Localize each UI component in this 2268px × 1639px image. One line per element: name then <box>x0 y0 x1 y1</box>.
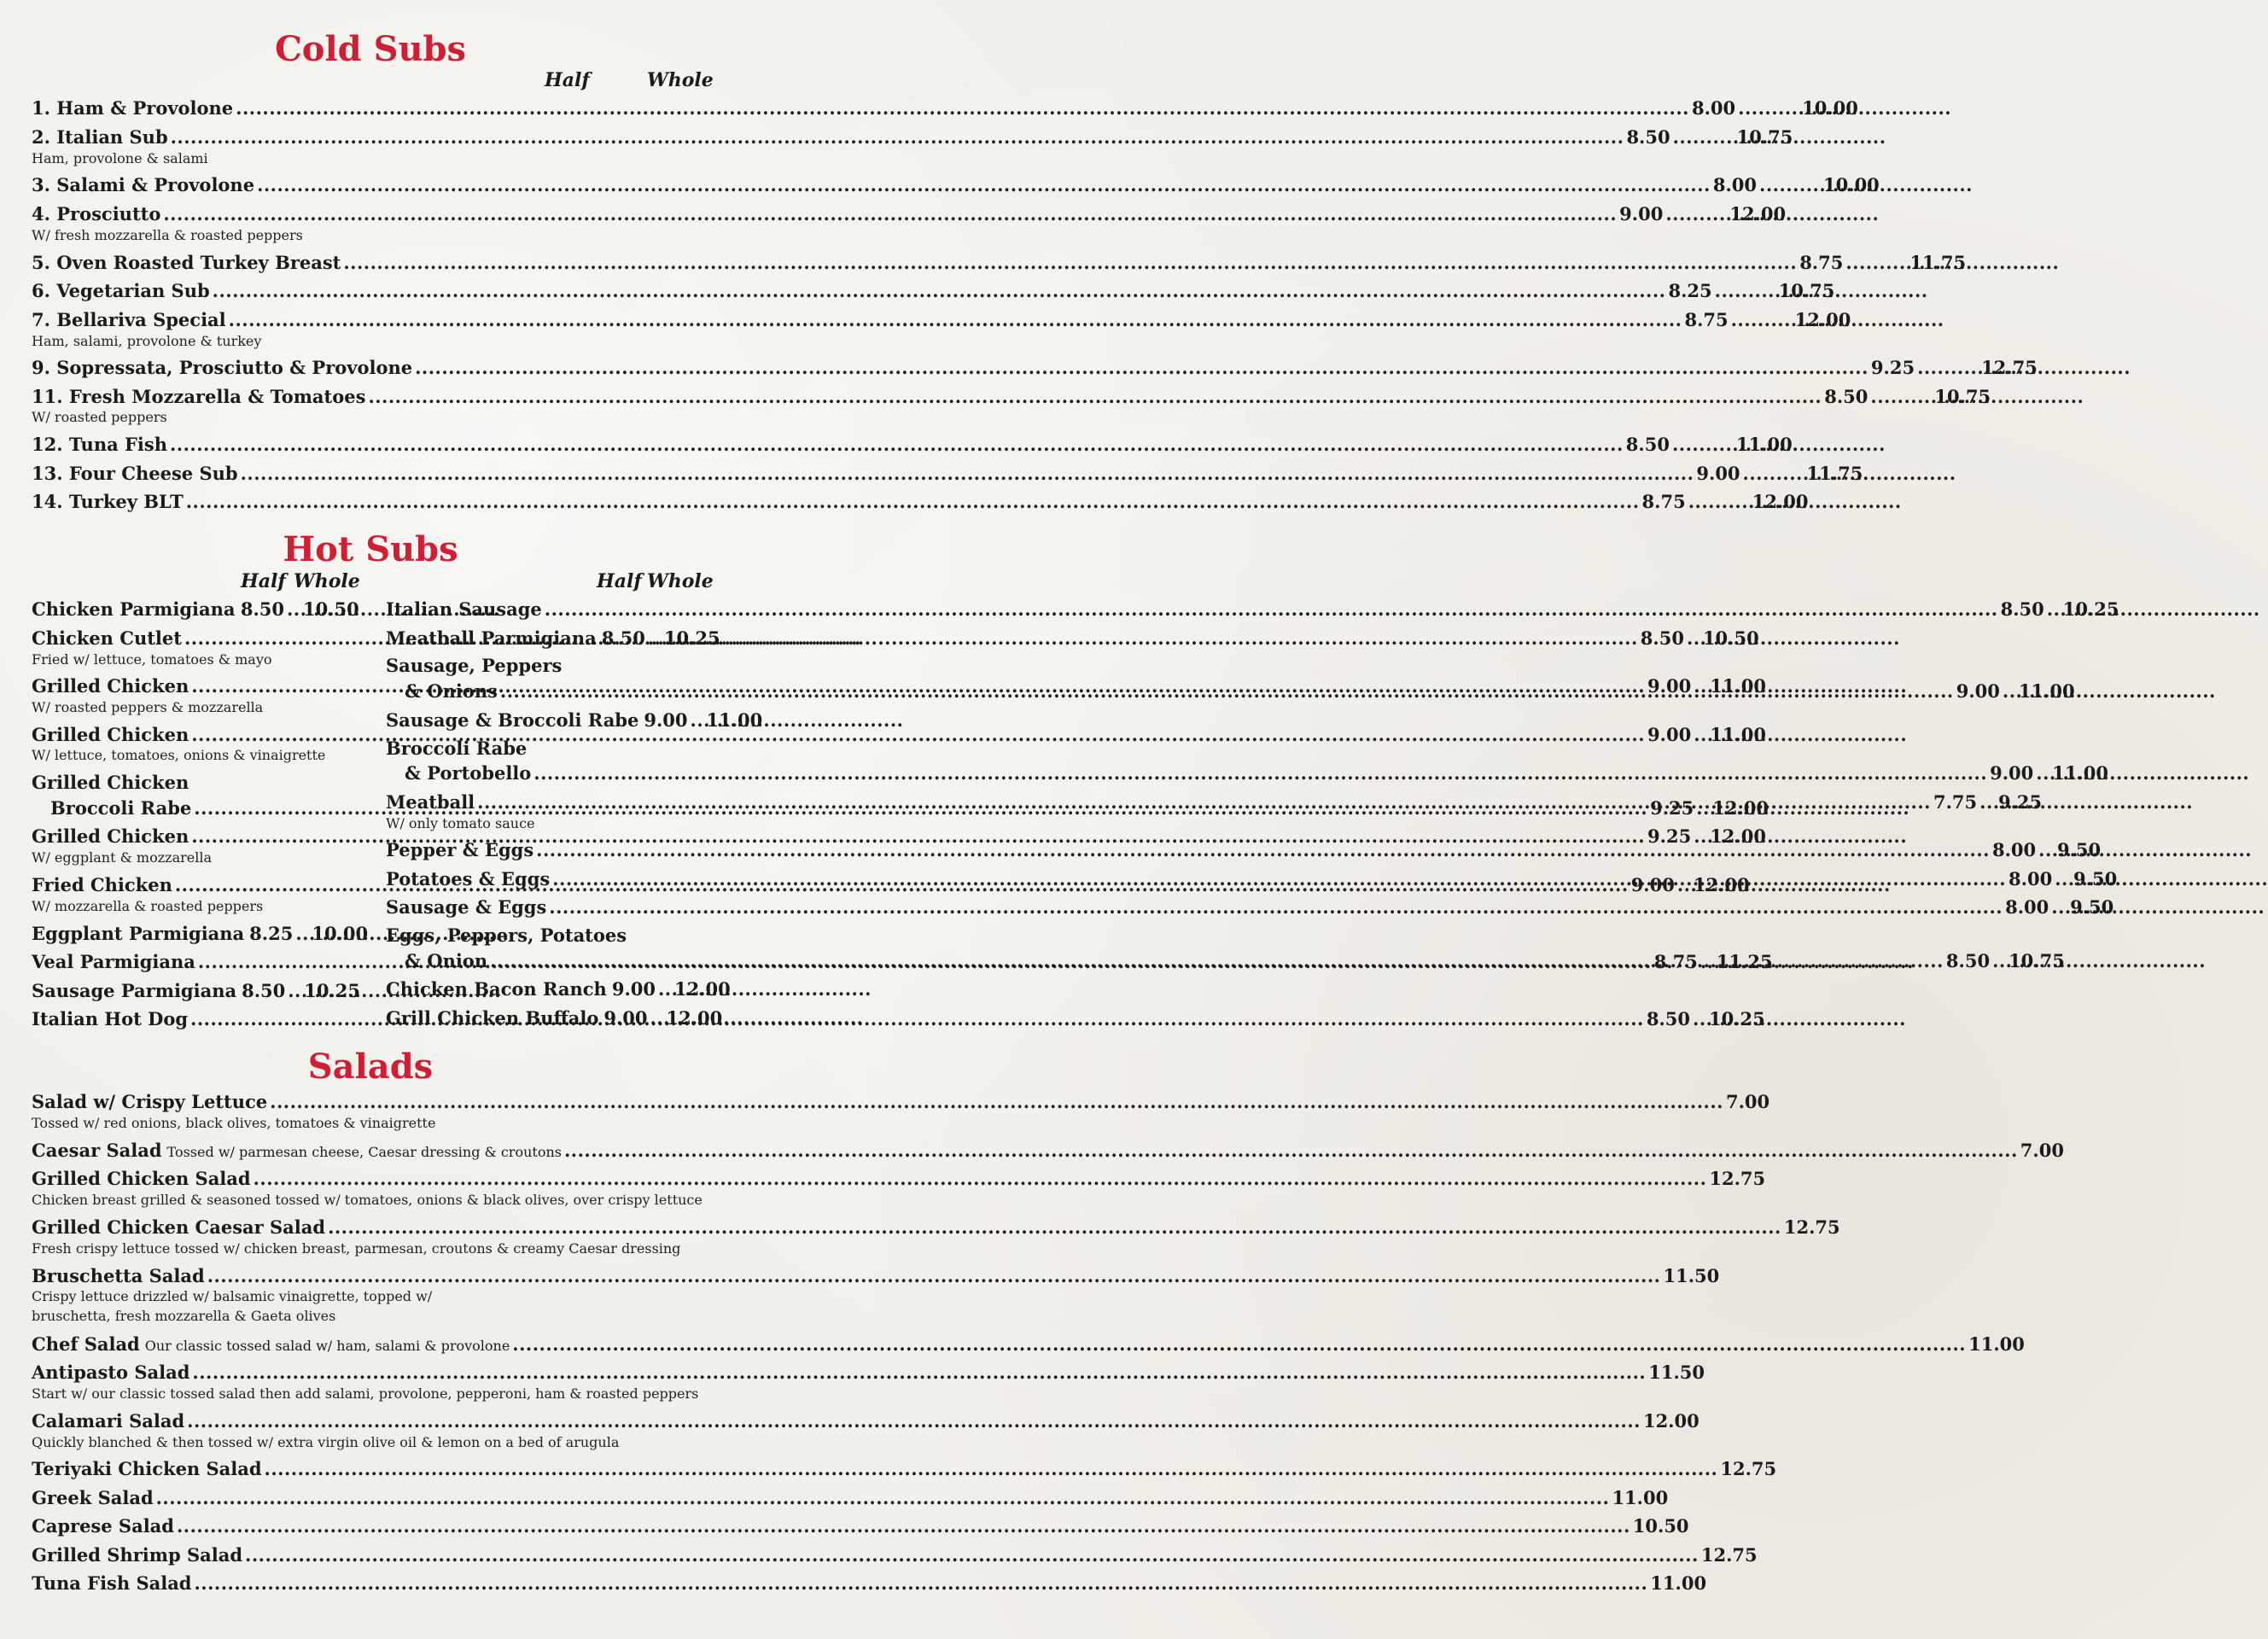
menu-item <box>32 1409 1700 1433</box>
item-half-price: 8.50 <box>601 627 645 649</box>
menu-item <box>386 1006 723 1030</box>
menu-item <box>32 462 1863 486</box>
item-name: Fried Chicken <box>32 874 172 895</box>
hot-subs-left-half-header: Half <box>241 570 286 592</box>
menu-item <box>386 627 720 650</box>
menu-item <box>386 838 2102 862</box>
item-whole-price: 10.25 <box>663 627 720 649</box>
item-whole-price: 12.00 <box>1752 491 1809 512</box>
item-half-price: 8.75 <box>1641 491 1686 512</box>
menu-item <box>32 356 2038 380</box>
item-price: 12.75 <box>1709 1168 1766 1189</box>
item-name: Teriyaki Chicken Salad <box>32 1458 262 1479</box>
item-whole-price: 12.00 <box>1712 797 1769 819</box>
hot-subs-right-whole-header: Whole <box>647 570 714 592</box>
item-name: Chicken Parmigiana <box>32 598 236 620</box>
item-half-price: 9.00 <box>1630 874 1675 895</box>
item-half-price: 9.00 <box>603 1007 648 1029</box>
item-name: Caesar Salad <box>32 1140 162 1161</box>
item-half-price: 9.00 <box>1647 724 1692 745</box>
item-half-price: 8.75 <box>1653 951 1698 972</box>
item-name: Sausage Parmigiana <box>32 980 237 1001</box>
item-name: Tuna Fish Salad <box>32 1572 192 1594</box>
item-name: 6. Vegetarian Sub <box>32 280 210 301</box>
menu-item <box>32 1167 1766 1191</box>
item-name: Meatball <box>386 791 475 813</box>
item-name: 1. Ham & Provolone <box>32 97 234 119</box>
item-half-price: 8.50 <box>1640 627 1684 649</box>
item-half-price: 8.50 <box>240 598 284 620</box>
item-description: Start w/ our classic tossed salad then add salami, provolone, pepperoni, ham & roasted peppers <box>32 1385 699 1402</box>
menu-item <box>32 1264 1720 1288</box>
item-half-price: 8.50 <box>1626 126 1670 148</box>
item-half-price: 8.50 <box>242 980 286 1001</box>
item-description: W/ eggplant & mozzarella <box>32 849 213 866</box>
item-price: 7.00 <box>2020 1140 2064 1161</box>
menu-item <box>32 825 1766 849</box>
menu-item <box>32 1486 1669 1510</box>
item-whole-price: 12.00 <box>1794 309 1851 330</box>
item-whole-price: 10.25 <box>304 980 360 1001</box>
item-name: 14. Turkey BLT <box>32 491 184 512</box>
item-name: Italian Sausage <box>386 598 542 620</box>
item-description: W/ fresh mozzarella & roasted peppers <box>32 227 303 243</box>
item-half-price: 9.25 <box>1870 357 1915 378</box>
item-half-price: 8.50 <box>1625 434 1670 455</box>
item-name: Veal Parmigiana <box>32 951 195 972</box>
item-half-price: 8.75 <box>1799 252 1844 273</box>
hot-subs-right-half-header: Half <box>597 570 642 592</box>
item-inline-description: Our classic tossed salad w/ ham, salami & provolone <box>144 1338 510 1354</box>
item-whole-price: 10.75 <box>1778 280 1835 301</box>
item-name: 11. Fresh Mozzarella & Tomatoes <box>32 386 366 407</box>
menu-item <box>386 709 763 732</box>
item-description: W/ lettuce, tomatoes, onions & vinaigrette <box>32 747 326 763</box>
item-whole-price: 11.75 <box>1806 463 1863 484</box>
item-whole-price: 10.75 <box>2009 950 2065 971</box>
item-name: 3. Salami & Provolone <box>32 174 255 195</box>
menu-item <box>32 1572 1707 1595</box>
menu-item <box>32 385 1991 409</box>
item-whole-price: 10.50 <box>303 598 359 620</box>
item-price: 10.50 <box>1632 1515 1689 1537</box>
item-name: Sausage, Peppers <box>386 655 563 676</box>
item-whole-price: 11.00 <box>1710 724 1766 745</box>
item-whole-price: 11.75 <box>1909 252 1967 273</box>
item-name: Chicken Cutlet <box>32 627 182 649</box>
item-name: Grilled Shrimp Salad <box>32 1544 243 1566</box>
item-half-price: 8.00 <box>1691 97 1736 119</box>
item-name: Calamari Salad <box>32 1410 185 1432</box>
item-half-price: 8.25 <box>1668 280 1712 301</box>
hot-subs-left-whole-header: Whole <box>294 570 360 592</box>
item-description: Quickly blanched & then tossed w/ extra virgin olive oil & lemon on a bed of arugula <box>32 1434 620 1450</box>
item-name: 12. Tuna Fish <box>32 434 167 455</box>
item-half-price: 8.00 <box>1712 174 1758 195</box>
item-name: Pepper & Eggs <box>386 839 534 860</box>
cold-subs-half-header: Half <box>545 69 590 91</box>
item-half-price: 9.00 <box>1696 463 1740 484</box>
item-description: Crispy lettuce drizzled w/ balsamic vinaigrette, topped w/ <box>32 1288 433 1304</box>
item-half-price: 7.75 <box>1933 791 1978 813</box>
item-name: Grilled Chicken <box>32 772 189 793</box>
item-whole-price: 10.00 <box>1802 97 1858 119</box>
item-name: 2. Italian Sub <box>32 126 168 148</box>
menu-item <box>32 1333 2025 1358</box>
item-price: 11.50 <box>1648 1362 1705 1383</box>
item-whole-price: 11.00 <box>1735 434 1793 455</box>
item-name: Greek Salad <box>32 1487 154 1508</box>
item-description-line2: bruschetta, fresh mozzarella & Gaeta olives <box>32 1308 336 1324</box>
item-description: Ham, salami, provolone & turkey <box>32 333 262 349</box>
item-name-line2: & Onion <box>405 950 488 971</box>
item-price: 11.00 <box>1650 1572 1707 1594</box>
item-name: Grilled Chicken <box>32 675 189 697</box>
item-name: Antipasto Salad <box>32 1362 190 1383</box>
menu-item <box>32 279 1835 303</box>
item-half-price: 8.00 <box>1991 839 2037 860</box>
item-description: Fried w/ lettuce, tomatoes & mayo <box>32 651 272 668</box>
cold-subs-whole-header: Whole <box>647 69 714 91</box>
item-half-price: 8.50 <box>1824 386 1869 407</box>
item-half-price: 8.50 <box>1646 1008 1691 1029</box>
item-name: Sausage & Broccoli Rabe <box>386 709 639 731</box>
menu-item <box>32 1457 1777 1481</box>
menu-item <box>386 598 2119 621</box>
item-whole-price: 10.00 <box>1823 174 1880 195</box>
item-half-price: 9.00 <box>611 978 656 1000</box>
item-description: W/ only tomato sauce <box>386 815 535 831</box>
salads-title: Salads <box>307 1047 434 1087</box>
item-name: Grilled Chicken <box>32 724 189 745</box>
item-description: W/ roasted peppers <box>32 409 167 425</box>
item-price: 12.75 <box>1720 1458 1777 1479</box>
menu-item <box>32 251 1967 275</box>
item-name: Sausage & Eggs <box>386 896 547 918</box>
menu-item <box>32 173 1880 197</box>
item-whole-price: 12.75 <box>1981 357 2038 378</box>
item-inline-description: Tossed w/ parmesan cheese, Caesar dressing & croutons <box>166 1144 562 1160</box>
menu-item <box>32 1139 2064 1164</box>
hot-subs-title: Hot Subs <box>283 529 458 569</box>
item-price: 7.00 <box>1725 1091 1770 1112</box>
item-name: 13. Four Cheese Sub <box>32 463 238 484</box>
item-name: Chicken Bacon Ranch <box>386 978 607 1000</box>
item-whole-price: 11.00 <box>706 709 763 731</box>
item-whole-price: 10.00 <box>312 923 369 944</box>
item-name: Eggplant Parmigiana <box>32 923 245 944</box>
menu-item <box>32 202 1787 226</box>
item-half-price: 8.00 <box>2005 896 2049 918</box>
menu-item <box>32 96 1858 120</box>
menu-item <box>386 761 2109 785</box>
item-whole-price: 11.25 <box>1716 951 1773 972</box>
item-name: Grilled Chicken Salad <box>32 1168 251 1189</box>
item-name: Broccoli Rabe <box>386 738 528 759</box>
menu-item <box>386 977 731 1001</box>
item-description: W/ mozzarella & roasted peppers <box>32 898 264 914</box>
menu-item <box>32 1361 1705 1385</box>
item-description: W/ roasted peppers & mozzarella <box>32 699 264 715</box>
item-whole-price: 12.00 <box>1729 203 1787 225</box>
item-whole-price: 12.00 <box>674 978 731 1000</box>
item-half-price: 9.00 <box>1647 675 1692 697</box>
menu-item <box>32 308 1851 332</box>
item-name: Bruschetta Salad <box>32 1265 205 1286</box>
menu-item <box>32 922 369 946</box>
item-price: 11.00 <box>1968 1333 2025 1355</box>
item-whole-price: 11.00 <box>2052 762 2109 784</box>
cold-subs-title: Cold Subs <box>274 29 467 69</box>
item-name: 7. Bellariva Special <box>32 309 226 330</box>
item-name: Grilled Chicken <box>32 825 189 847</box>
item-whole-price: 10.50 <box>1702 627 1759 649</box>
item-half-price: 8.50 <box>1945 950 1991 971</box>
item-whole-price: 10.75 <box>1736 126 1793 148</box>
menu-item <box>32 979 360 1003</box>
menu-item <box>32 490 1809 514</box>
item-half-price: 9.00 <box>1956 680 2000 702</box>
item-price: 12.75 <box>1783 1216 1840 1238</box>
item-description: Fresh crispy lettuce tossed w/ chicken breast, parmesan, croutons & creamy Caesar dressing <box>32 1240 681 1257</box>
item-half-price: 8.75 <box>1684 309 1729 330</box>
item-whole-price: 10.25 <box>2062 598 2119 620</box>
item-whole-price: 12.00 <box>1693 874 1750 895</box>
item-name-line2: & Portobello <box>405 762 532 784</box>
item-whole-price: 10.75 <box>1934 386 1991 407</box>
item-name: Grill Chicken Buffalo <box>386 1007 599 1029</box>
item-name: Potatoes & Eggs <box>386 868 551 889</box>
menu-item <box>32 1514 1689 1538</box>
item-description: Chicken breast grilled & seasoned tossed w/ tomatoes, onions & black olives, over crispy lettuce <box>32 1192 703 1208</box>
item-price: 11.00 <box>1612 1487 1669 1508</box>
item-whole-price: 12.00 <box>1710 825 1766 847</box>
item-whole-price: 9.50 <box>2056 839 2102 860</box>
item-description: Ham, provolone & salami <box>32 150 208 166</box>
menu-item <box>32 125 1793 149</box>
item-name: 4. Prosciutto <box>32 203 161 225</box>
item-half-price: 8.00 <box>2009 868 2053 889</box>
item-name: Meatball Parmigiana <box>386 627 597 649</box>
item-name: Caprese Salad <box>32 1515 174 1537</box>
item-whole-price: 11.00 <box>1710 675 1766 697</box>
menu-item <box>32 1090 1770 1114</box>
item-name: 5. Oven Roasted Turkey Breast <box>32 252 341 273</box>
menu-item <box>32 1216 1840 1239</box>
item-description: Tossed w/ red onions, black olives, tomatoes & vinaigrette <box>32 1115 436 1131</box>
item-name: 9. Sopressata, Prosciutto & Provolone <box>32 357 413 378</box>
item-name-line2: & Onions <box>405 680 498 702</box>
item-name: Salad w/ Crispy Lettuce <box>32 1091 268 1112</box>
item-price: 12.00 <box>1642 1410 1700 1432</box>
menu-item <box>32 433 1793 457</box>
menu-item <box>386 895 2114 919</box>
menu-item <box>32 723 1766 747</box>
item-half-price: 8.25 <box>249 923 294 944</box>
menu-item <box>386 680 2075 703</box>
item-name: Eggs, Peppers, Potatoes <box>386 924 627 946</box>
item-half-price: 9.25 <box>1647 825 1692 847</box>
item-half-price: 9.25 <box>1650 797 1694 819</box>
item-name: Italian Hot Dog <box>32 1008 189 1029</box>
item-half-price: 9.00 <box>1990 762 2034 784</box>
item-half-price: 9.00 <box>644 709 688 731</box>
item-name: Grilled Chicken Caesar Salad <box>32 1216 326 1238</box>
item-price: 11.50 <box>1663 1265 1720 1286</box>
item-whole-price: 11.00 <box>2018 680 2075 702</box>
menu-item <box>32 598 359 621</box>
item-whole-price: 9.50 <box>2073 868 2118 889</box>
item-half-price: 9.00 <box>1619 203 1664 225</box>
item-whole-price: 9.50 <box>2070 896 2114 918</box>
item-whole-price: 9.25 <box>1997 791 2043 813</box>
item-whole-price: 10.25 <box>1709 1008 1765 1029</box>
item-price: 12.75 <box>1700 1544 1758 1566</box>
item-name-line2: Broccoli Rabe <box>50 797 192 819</box>
item-whole-price: 12.00 <box>666 1007 723 1029</box>
item-half-price: 8.50 <box>2000 598 2044 620</box>
item-name: Chef Salad <box>32 1333 140 1355</box>
menu-item <box>32 1543 1758 1567</box>
